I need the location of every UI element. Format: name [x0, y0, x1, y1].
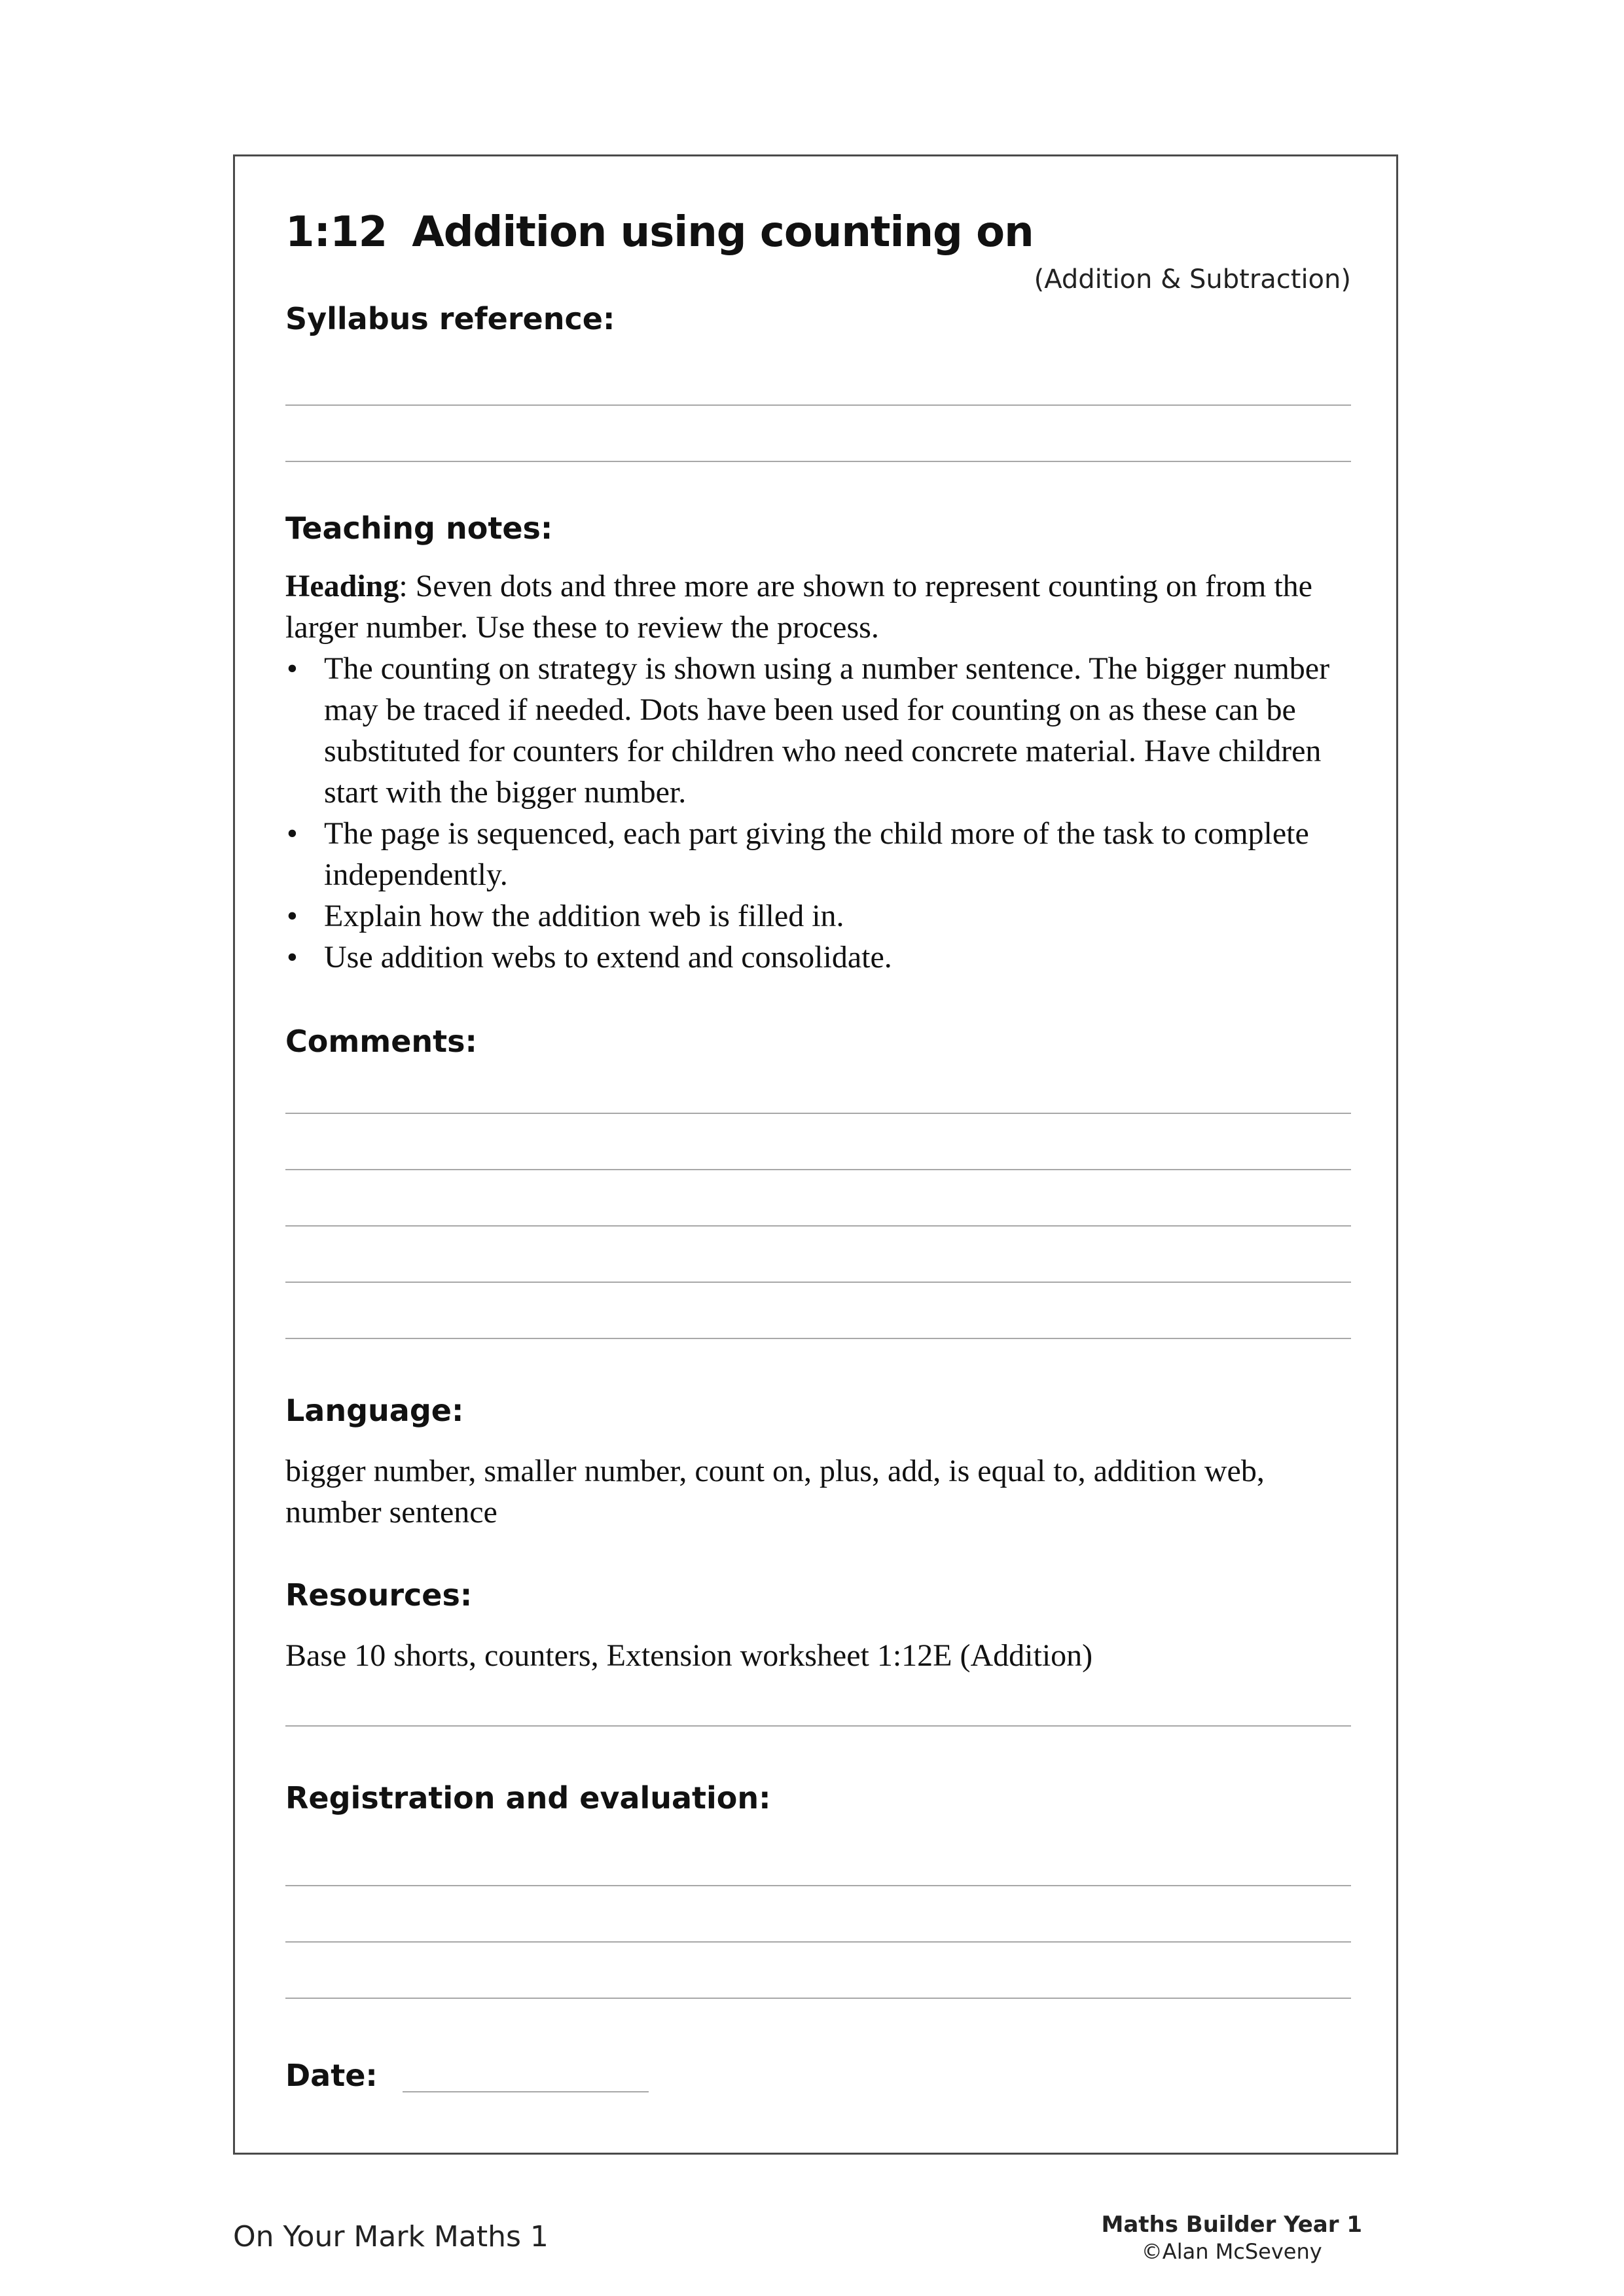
intro-text: : Seven dots and three more are shown to represent counting on from the larger number. Use these to review the process.	[285, 569, 1312, 645]
resources-text: Base 10 shorts, counters, Extension worksheet 1:12E (Addition)	[285, 1638, 1093, 1673]
resources-line[interactable]	[285, 1725, 1351, 1727]
footer-credits	[1101, 2211, 1362, 2265]
comments-line-4[interactable]	[285, 1282, 1351, 1283]
page-title	[285, 208, 1034, 257]
teaching-notes-list	[285, 648, 1359, 978]
footer-book-title: On Your Mark Maths 1	[233, 2220, 549, 2253]
registration-heading: Registration and evaluation:	[285, 1780, 771, 1816]
comments-line-1[interactable]	[285, 1113, 1351, 1114]
registration-line-1[interactable]	[285, 1885, 1351, 1886]
syllabus-line-1[interactable]	[285, 404, 1351, 406]
comments-line-5[interactable]	[285, 1338, 1351, 1339]
language-heading: Language:	[285, 1393, 464, 1428]
list-item: • Explain how the addition web is filled in.	[285, 895, 1359, 937]
comments-heading: Comments:	[285, 1024, 477, 1059]
footer-series: Maths Builder Year 1	[1101, 2212, 1362, 2238]
date-field-line[interactable]	[403, 2091, 649, 2092]
strand-label: (Addition & Subtraction)	[1034, 264, 1351, 295]
footer-copyright: ©Alan McSeveny	[1141, 2239, 1322, 2264]
teaching-notes-intro	[285, 565, 1359, 648]
intro-bold-label: Heading	[285, 569, 399, 603]
syllabus-line-2[interactable]	[285, 461, 1351, 462]
list-item: • The page is sequenced, each part giving the child more of the task to complete independently.	[285, 813, 1359, 895]
comments-line-2[interactable]	[285, 1169, 1351, 1170]
list-item: • Use addition webs to extend and consolidate.	[285, 937, 1359, 978]
page-frame	[233, 154, 1398, 2155]
list-item: • The counting on strategy is shown using a number sentence. The bigger number may be traced if needed. Dots have been used for counting on as these can be substituted for counters for children who need concrete material. Have children start with the bigger number.	[285, 648, 1359, 813]
teaching-notes-heading: Teaching notes:	[285, 511, 553, 546]
comments-line-3[interactable]	[285, 1225, 1351, 1227]
lesson-number: 1:12	[285, 208, 388, 257]
registration-line-2[interactable]	[285, 1941, 1351, 1943]
language-text: bigger number, smaller number, count on, plus, add, is equal to, addition web, number sentence	[285, 1454, 1265, 1530]
date-label: Date:	[285, 2058, 378, 2093]
registration-line-3[interactable]	[285, 1998, 1351, 1999]
syllabus-heading: Syllabus reference:	[285, 301, 615, 336]
resources-heading: Resources:	[285, 1577, 473, 1613]
lesson-title: Addition using counting on	[412, 208, 1034, 257]
